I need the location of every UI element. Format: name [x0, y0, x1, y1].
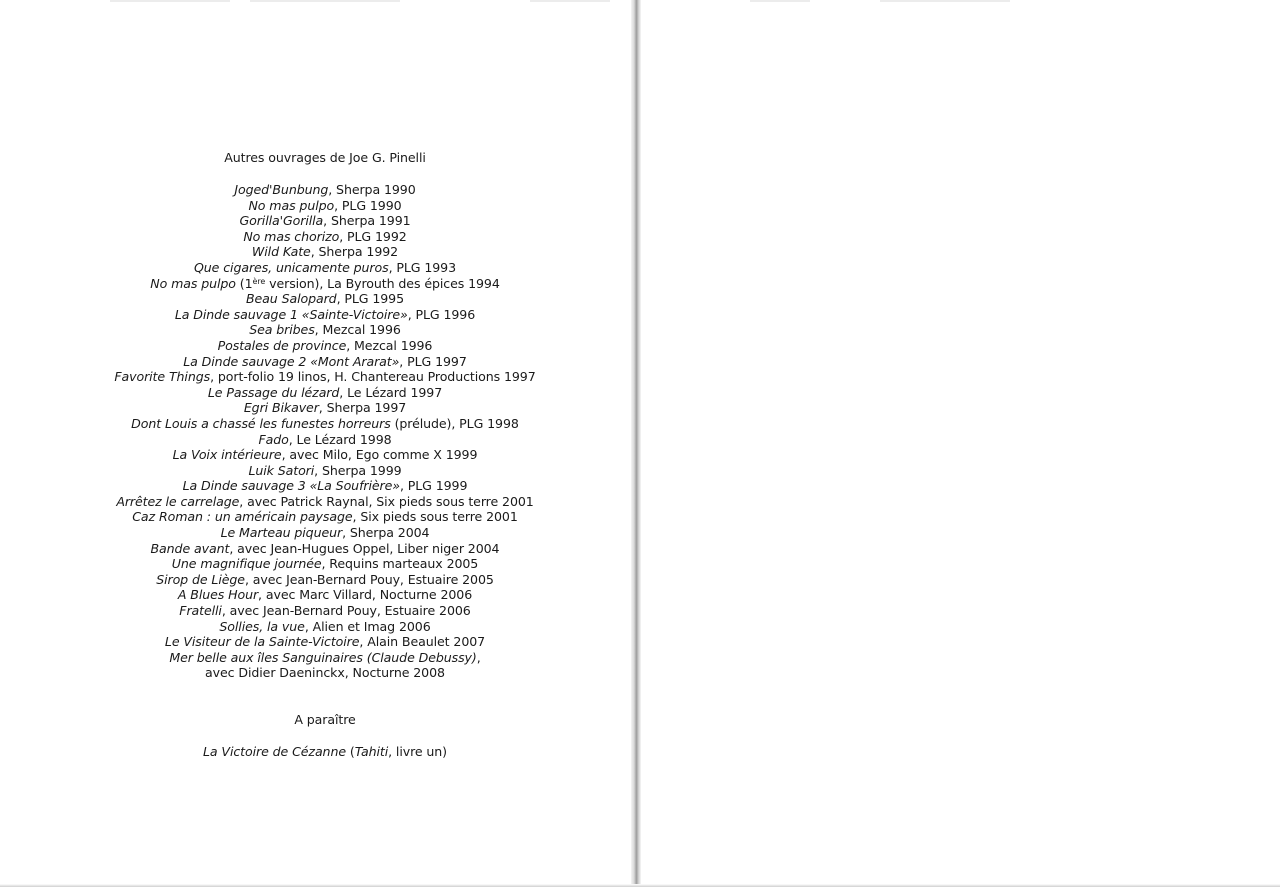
work-title: Mer belle aux îles Sanguinaires (Claude Debussy) [169, 649, 477, 665]
work-paren: (1 [235, 275, 253, 291]
work-entry [0, 244, 650, 260]
work-details: , Alain Beaulet 2007 [359, 634, 486, 650]
work-entry [0, 260, 650, 276]
work-details: , PLG 1995 [336, 291, 405, 307]
work-details: version), La Byrouth des épices 1994 [265, 275, 500, 291]
work-title: Une magnifique journée [171, 556, 322, 572]
work-title: Sirop de Liège [156, 571, 245, 587]
work-details: , avec Milo, Ego comme X 1999 [281, 447, 478, 463]
work-entry [0, 463, 650, 479]
bibliography-heading: Autres ouvrages de Joe G. Pinelli [224, 150, 426, 165]
work-details: , avec Jean-Bernard Pouy, Estuaire 2006 [221, 603, 471, 619]
scan-edge-mark [880, 0, 1010, 2]
work-entry [0, 587, 650, 603]
forthcoming-subtitle: Tahiti [354, 744, 389, 759]
work-title: Favorite Things [114, 369, 211, 385]
work-title: La Dinde sauvage 3 «La Soufrière» [182, 478, 400, 494]
work-details: , Le Lézard 1997 [339, 384, 443, 400]
work-details: , port-folio 19 linos, H. Chantereau Productions 1997 [210, 369, 536, 385]
forthcoming-heading: A paraître [294, 712, 356, 727]
work-details: , avec Patrick Raynal, Six pieds sous terre 2001 [239, 493, 534, 509]
work-title: La Dinde sauvage 1 «Sainte-Victoire» [174, 306, 408, 322]
work-entry [0, 650, 650, 681]
work-entry [0, 494, 650, 510]
work-title: Caz Roman : un américain paysage [132, 509, 353, 525]
work-title: No mas chorizo [243, 228, 340, 244]
work-title: Postales de province [217, 337, 347, 353]
work-title: Egri Bikaver [243, 400, 319, 416]
work-entry [0, 478, 650, 494]
work-details-continued: avec Didier Daeninckx, Nocturne 2008 [205, 665, 445, 681]
work-title: No mas pulpo [150, 275, 236, 291]
scan-edge-mark [250, 0, 400, 2]
work-details: , PLG 1990 [334, 197, 402, 213]
work-entry [0, 291, 650, 307]
work-entry [0, 213, 650, 229]
work-entry [0, 354, 650, 370]
work-entry [0, 400, 650, 416]
work-entry [0, 182, 650, 198]
work-details: , avec Jean-Bernard Pouy, Estuaire 2005 [244, 571, 494, 587]
forthcoming-title: La Victoire de Cézanne [203, 744, 346, 759]
work-details: , PLG 1997 [399, 353, 467, 369]
work-details: , Sherpa 1990 [328, 182, 416, 197]
work-details: , PLG 1996 [407, 306, 476, 322]
work-details: , Mezcal 1996 [314, 322, 401, 338]
work-details: , Sherpa 1992 [310, 244, 399, 260]
work-title: A Blues Hour [177, 587, 259, 603]
work-title: Sea bribes [249, 322, 315, 338]
work-title: Joged'Bunbung [234, 182, 329, 197]
work-entry [0, 603, 650, 619]
scan-edge-mark [110, 0, 230, 2]
work-details: , Sherpa 1999 [314, 462, 402, 478]
work-title: No mas pulpo [248, 197, 335, 213]
work-details: , PLG 1992 [339, 228, 407, 244]
work-title: La Dinde sauvage 2 «Mont Ararat» [183, 353, 400, 369]
work-entry [0, 338, 650, 354]
work-details: , Sherpa 2004 [342, 525, 430, 541]
work-entry [0, 198, 650, 214]
work-title: Fado [258, 431, 289, 447]
work-entry [0, 385, 650, 401]
work-details: (prélude), PLG 1998 [390, 415, 519, 431]
work-details: , [476, 649, 481, 665]
work-entry [0, 556, 650, 572]
forthcoming-rest: , livre un) [388, 744, 447, 759]
work-details: , Sherpa 1991 [323, 213, 411, 229]
work-title: Luik Satori [248, 462, 315, 478]
work-entry [0, 619, 650, 635]
work-details: , Le Lézard 1998 [288, 431, 392, 447]
work-entry [0, 416, 650, 432]
work-entry [0, 447, 650, 463]
work-title: Le Marteau piqueur [220, 525, 343, 541]
work-entry [0, 634, 650, 650]
work-entry [0, 525, 650, 541]
work-details: , avec Jean-Hugues Oppel, Liber niger 2004 [229, 540, 500, 556]
work-entry [0, 432, 650, 448]
scan-edge-mark [750, 0, 810, 2]
work-title: Gorilla'Gorilla [239, 213, 324, 229]
forthcoming-entry [0, 743, 650, 761]
work-title: Dont Louis a chassé les funestes horreurs [131, 415, 391, 431]
work-details: , Requins marteaux 2005 [321, 556, 479, 572]
work-entry [0, 322, 650, 338]
forthcoming-paren-open: ( [345, 744, 355, 759]
work-entry [0, 307, 650, 323]
works-list [0, 182, 650, 681]
work-entry [0, 229, 650, 245]
work-title: Beau Salopard [245, 291, 337, 307]
work-title: Bande avant [150, 540, 230, 556]
work-title: Fratelli [179, 603, 222, 619]
work-entry [0, 369, 650, 385]
work-entry [0, 509, 650, 525]
work-details: , Six pieds sous terre 2001 [352, 509, 518, 525]
work-title: Le Visiteur de la Sainte-Victoire [164, 634, 360, 650]
work-details: , PLG 1999 [399, 478, 468, 494]
bibliography [0, 149, 650, 761]
work-entry [0, 541, 650, 557]
work-title: Que cigares, unicamente puros [193, 259, 389, 275]
scan-edge-mark [530, 0, 610, 2]
work-details: , Mezcal 1996 [346, 337, 433, 353]
work-title: Le Passage du lézard [207, 384, 340, 400]
work-entry [0, 276, 650, 292]
work-details: , avec Marc Villard, Nocturne 2006 [258, 587, 473, 603]
work-title: La Voix intérieure [172, 447, 282, 463]
work-superscript: ère [252, 276, 266, 286]
right-page [640, 0, 1280, 887]
work-details: , PLG 1993 [388, 259, 457, 275]
work-title: Sollies, la vue [219, 618, 305, 634]
work-entry [0, 572, 650, 588]
work-title: Wild Kate [251, 244, 311, 260]
work-details: , Alien et Imag 2006 [304, 618, 431, 634]
work-details: , Sherpa 1997 [318, 400, 407, 416]
work-title: Arrêtez le carrelage [116, 493, 240, 509]
